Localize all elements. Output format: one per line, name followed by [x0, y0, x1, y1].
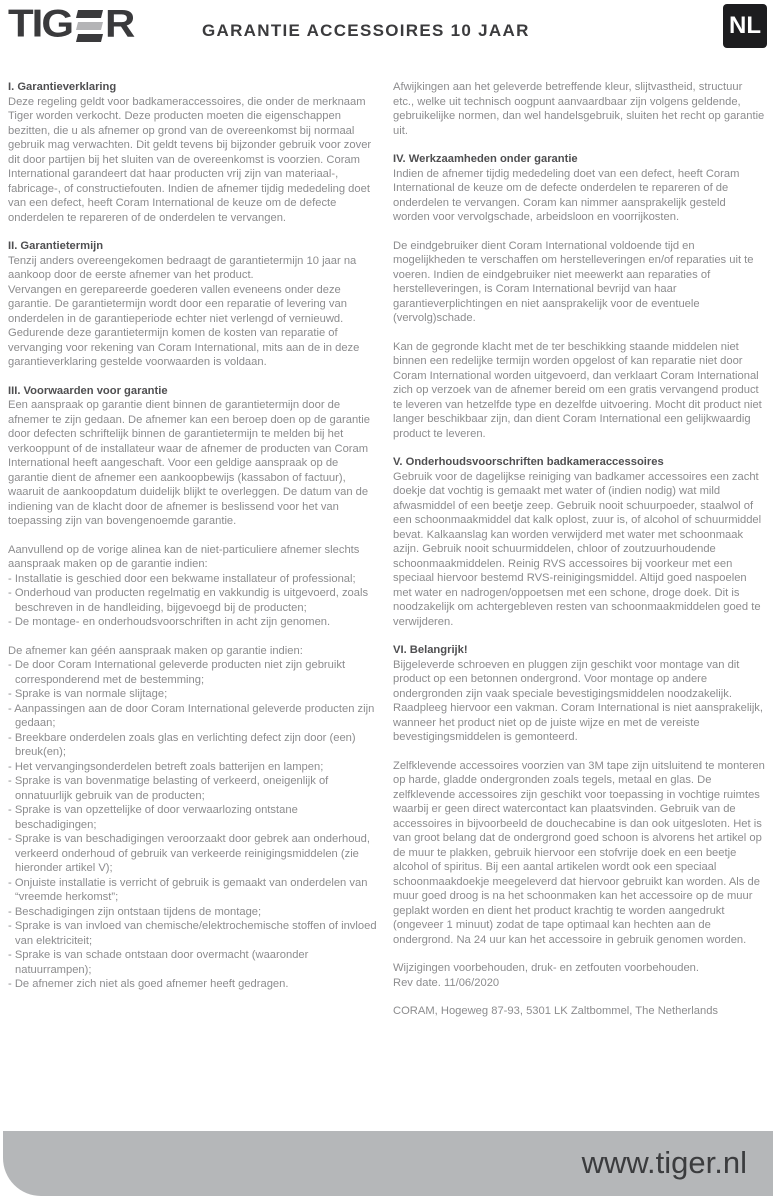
logo-letter-r: R — [105, 1, 134, 45]
list-item: - Breekbare onderdelen zoals glas en verlichting defect zijn door (een) breuk(en); — [8, 731, 356, 758]
section-heading: II. Garantietermijn — [8, 240, 104, 252]
paragraph-spacer — [8, 529, 380, 543]
list-item: - Aanpassingen aan de door Coram International geleverde producten zijn gedaan; — [8, 702, 375, 729]
list-item: - Onderhoud van producten regelmatig en vakkundig is uitgevoerd, zoals beschreven in de handleiding, bijgevoegd bij de producten; — [8, 587, 369, 614]
paragraph: Bijgeleverde schroeven en pluggen zijn geschikt voor montage van dit product op een betonnen ondergrond. Voor montage op andere ondergronden zijn vaak speciale bevestigingsmiddelen noodzakelijk. Raadpleeg hiervoor een vakman. Coram International is niet aansprakelijk, wanneer het product niet op de juiste wijze en met de vereiste bevestigingsmiddelen is gemonteerd. — [393, 658, 764, 743]
condition-list — [8, 572, 380, 630]
column-right — [393, 80, 765, 1019]
list-item: - Sprake is van invloed van chemische/elektrochemische stoffen of invloed van elektriciteit; — [8, 920, 377, 947]
paragraph-spacer — [8, 370, 380, 384]
list-item: - De door Coram International geleverde producten niet zijn gebruikt corresponderend met de bestemming; — [8, 659, 346, 686]
section-heading: I. Garantieverklaring — [8, 81, 117, 93]
paragraph: CORAM, Hogeweg 87-93, 5301 LK Zaltbommel, The Netherlands — [393, 1005, 719, 1017]
website-url: www.tiger.nl — [581, 1145, 747, 1180]
paragraph: Zelfklevende accessoires voorzien van 3M tape zijn uitsluitend te monteren op harde, gladde ondergronden zoals tegels, metaal en glas. De zelfklevende accessoires zijn geschikt voor toepassing in vochtige ruimtes waarbij er geen direct watercontact kan plaatsvinden. Gebruik van de accessoires in bijvoorbeeld de douchecabine is dan ook uitgesloten. Het is van groot belang dat de ondergrond goed schoon is alvorens het artikel op de muur te plakken, gebruik hiervoor een stofvrije doek en een beetje alcohol of spiritus. Bij een aantal artikelen wordt ook een speciaal schoonmaakdoekje meegeleverd dat hiervoor gebruikt kan worden. Als de muur goed droog is na het schoonmaken kan het accessoire op de muur geplakt worden en dient het product krachtig te worden aangedrukt (ongeveer 1 minuut) zodat de tape optimaal kan hechten aan de ondergrond. Na 24 uur kan het accessoire in gebruik genomen worden. — [393, 759, 765, 946]
section-heading: V. Onderhoudsvoorschriften badkameraccessoires — [393, 456, 664, 468]
paragraph-spacer — [393, 990, 765, 1004]
document-body — [8, 80, 765, 1019]
condition-list — [8, 658, 380, 992]
paragraph-spacer — [8, 225, 380, 239]
logo-e-bar-middle — [76, 22, 103, 30]
list-item: - Sprake is van bovenmatige belasting of verkeerd, oneigenlijk of onnatuurlijk gebruik van de producten; — [8, 775, 329, 802]
paragraph-spacer — [393, 745, 765, 759]
paragraph-spacer — [393, 326, 765, 340]
paragraph: De eindgebruiker dient Coram International voldoende tijd en mogelijkheden te verschaffen om herstelleveringen en/of reparaties uit te voeren. Indien de eindgebruiker niet meewerkt aan reparaties of herstelleveringen, is Coram International bevrijd van haar garantieverplichtingen en niet aansprakelijk voor de eventuele (vervolg)schade. — [393, 239, 754, 324]
logo-e-bar-top — [76, 10, 103, 18]
paragraph: Afwijkingen aan het geleverde betreffende kleur, slijtvastheid, structuur etc., welke uit technisch oogpunt aanvaardbaar zijn volgens geldende, gebruikelijke normen, dan wel handelsgebruik, sluiten het recht op garantie uit. — [393, 81, 765, 137]
list-item: - Beschadigingen zijn ontstaan tijdens de montage; — [8, 905, 262, 918]
section-heading: III. Voorwaarden voor garantie — [8, 384, 168, 397]
paragraph: Rev date. 11/06/2020 — [393, 976, 500, 989]
paragraph: Aanvullend op de vorige alinea kan de niet-particuliere afnemer slechts aanspraak maken op de garantie indien: — [8, 543, 360, 570]
paragraph: Wijzigingen voorbehouden, druk- en zetfouten voorbehouden. — [393, 962, 700, 974]
paragraph-spacer — [8, 630, 380, 644]
list-item: - Sprake is van beschadigingen veroorzaakt door gebrek aan onderhoud, verkeerd onderhoud of gebruik van verkeerde reinigingsmiddelen (zie hieronder artikel V); — [8, 833, 370, 874]
paragraph-spacer — [393, 225, 765, 239]
logo-letters-tig: TIG — [8, 1, 72, 45]
paragraph-spacer — [393, 138, 765, 152]
paragraph: Tenzij anders overeengekomen bedraagt de garantietermijn 10 jaar na aankoop door de eerste afnemer van het product. — [8, 254, 357, 281]
document-title: GARANTIE ACCESSOIRES 10 JAAR — [202, 21, 530, 40]
section-heading: VI. Belangrijk! — [393, 644, 468, 656]
list-item: - Het vervangingsonderdelen betreft zoals batterijen en lampen; — [8, 760, 324, 773]
tiger-logo — [8, 1, 134, 46]
language-badge: NL — [723, 4, 767, 48]
paragraph-spacer — [393, 441, 765, 455]
list-item: - Sprake is van normale slijtage; — [8, 688, 168, 700]
paragraph: De afnemer kan géén aanspraak maken op garantie indien: — [8, 644, 303, 657]
logo-e-bar-bottom — [76, 34, 103, 42]
list-item: - Installatie is geschied door een bekwame installateur of professional; — [8, 572, 356, 585]
paragraph: Deze regeling geldt voor badkameraccessoires, die onder de merknaam Tiger worden verkocht. Deze producten moeten die eigenschappen bezitten, die u als afnemer op grond van de overeenkomst bij normaal gebruik mag verwachten. Dit geldt tevens bij bijzonder gebruik voor zover dit door partijen bij het sluiten van de overeenkomst is voorzien. Coram International garandeert dat haar producten vrij zijn van materiaal-, fabricage-, of constructiefouten. Indien de afnemer tijdig mededeling doet van een defect, heeft Coram International de keuze om de defecte onderdelen te repareren of de onderdelen te vervangen. — [8, 95, 372, 224]
paragraph-spacer — [393, 947, 765, 961]
paragraph-spacer — [393, 629, 765, 643]
paragraph: Kan de gegronde klacht met de ter beschikking staande middelen niet binnen een redelijke termijn worden opgelost of kan reparatie niet door Coram International worden uitgevoerd, dan verklaart Coram International zich op verzoek van de afnemer bereid om een gratis vervangend product te leveren van hetzelfde type en dezelfde uitvoering. Mocht dit product niet langer beschikbaar zijn, dan dient Coram International een gelijkwaardig product te leveren. — [393, 340, 762, 440]
list-item: - Sprake is van opzettelijke of door verwaarlozing ontstane beschadigingen; — [8, 804, 298, 831]
logo-stylized-e-icon — [77, 10, 102, 42]
column-left — [8, 80, 380, 1019]
list-item: - De montage- en onderhoudsvoorschriften in acht zijn genomen. — [8, 616, 331, 628]
list-item: - Onjuiste installatie is verricht of gebruik is gemaakt van onderdelen van “vreemde herkomst”; — [8, 876, 368, 903]
paragraph: Gedurende deze garantietermijn komen de kosten van reparatie of vervanging voor rekening van Coram International, mits aan de in deze garantieverklaring gestelde voorwaarden is voldaan. — [8, 327, 360, 368]
footer-bar — [3, 1131, 773, 1196]
paragraph: Indien de afnemer tijdig mededeling doet van een defect, heeft Coram International de keuze om de defecte onderdelen te repareren of de onderdelen te vervangen. Coram kan nimmer aansprakelijk gesteld worden voor vervolgschade, arbeidsloon en voorrijkosten. — [393, 167, 740, 223]
paragraph: Gebruik voor de dagelijkse reiniging van badkamer accessoires een zacht doekje dat vochtig is gemaakt met water of (indien nodig) wat mild afwasmiddel of een beetje zeep. Gebruik nooit schuurpoeder, staalwol of een schoonmaakmiddel dat kalk oplost, zuur is, of alcohol of schuurmiddel bevat. Kalkaanslag kan worden verwijderd met water met schoonmaak azijn. Gebruik nooit schuurmiddelen, chloor of zoutzuurhoudende schoonmaakmiddelen. Reinig RVS accessoires bij voorkeur met een speciaal hiervoor bestemd RVS-reinigingsmiddel. Altijd goed naspoelen met water en nadrogen/oppoetsen met een schone, droge doek. Dit is noodzakelijk om achtergebleven resten van schoonmaakmiddelen goed te verwijderen. — [393, 470, 762, 628]
section-heading: IV. Werkzaamheden onder garantie — [393, 153, 578, 165]
list-item: - De afnemer zich niet als goed afnemer heeft gedragen. — [8, 978, 289, 990]
list-item: - Sprake is van schade ontstaan door overmacht (waaronder natuurrampen); — [8, 949, 309, 976]
paragraph: Vervangen en gerepareerde goederen vallen eveneens onder deze garantie. De garantietermijn wordt door een reparatie of levering van onderdelen in de garantieperiode echter niet verlengd of vernieuwd. — [8, 283, 347, 325]
paragraph: Een aanspraak op garantie dient binnen de garantietermijn door de afnemer te zijn gedaan. De afnemer kan een beroep doen op de garantie door defecten schriftelijk binnen de garantietermijn te melden bij het verkooppunt of de installateur waar de afnemer de producten van Coram International heeft aangeschaft. Voor een geldige aanspraak op de garantie dient de afnemer een aankoopbewijs (kassabon of factuur), waaruit de aankoopdatum duidelijk blijkt te overleggen. De datum van de indiening van de klacht door de afnemer is beslissend voor het van toepassing zijn van bovengenoemde garantie. — [8, 399, 370, 527]
